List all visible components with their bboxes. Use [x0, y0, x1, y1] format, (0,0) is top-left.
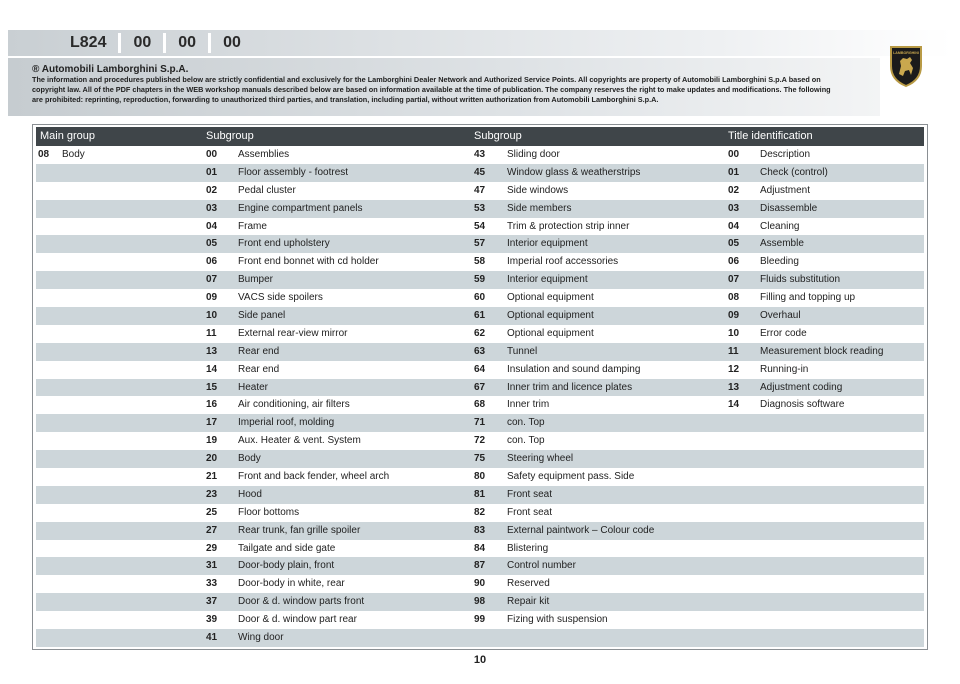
title-code: 00	[728, 149, 740, 160]
title-code: 12	[728, 363, 740, 375]
subgroup-label: Aux. Heater & vent. System	[238, 435, 361, 447]
main-group-code: 08	[38, 149, 50, 160]
subgroup-label: Front end bonnet with cd holder	[238, 256, 379, 268]
subgroup-label: Door & d. window parts front	[238, 596, 365, 608]
code-model: L824	[70, 34, 107, 51]
title-code: 09	[728, 310, 740, 322]
subgroup2-label: Sliding door	[507, 149, 560, 160]
subgroup2-label: Imperial roof accessories	[507, 256, 619, 268]
subgroup-code: 27	[206, 524, 218, 536]
table-row	[36, 361, 924, 379]
page-number: 10	[473, 654, 487, 666]
table-row	[36, 325, 924, 343]
subgroup2-label: con. Top	[507, 435, 545, 447]
subgroup-label: Door & d. window part rear	[238, 614, 357, 626]
subgroup2-code: 68	[474, 399, 486, 411]
table-row	[36, 504, 924, 522]
subgroup-label: Floor assembly - footrest	[238, 166, 349, 178]
subgroup2-code: 83	[474, 524, 486, 536]
subgroup2-label: Side members	[507, 202, 572, 214]
title-label: Disassemble	[760, 202, 818, 214]
subgroup-label: Heater	[238, 381, 269, 393]
table-row	[36, 611, 924, 629]
table-row	[36, 200, 924, 218]
subgroup-label: Engine compartment panels	[238, 202, 363, 214]
code-separator	[163, 33, 166, 53]
table-row	[36, 575, 924, 593]
subgroup2-label: Interior equipment	[507, 274, 588, 286]
subgroup-code: 14	[206, 363, 218, 375]
title-label: Check (control)	[760, 166, 828, 178]
subgroup2-code: 64	[474, 363, 486, 375]
subgroup2-label: Window glass & weatherstrips	[507, 166, 641, 178]
table-row	[36, 289, 924, 307]
title-label: Overhaul	[760, 310, 801, 322]
title-code: 01	[728, 166, 740, 178]
subgroup2-label: Front seat	[507, 488, 553, 500]
subgroup-code: 06	[206, 256, 218, 268]
logo-lettering: LAMBORGHINI	[893, 51, 919, 55]
subgroup-code: 05	[206, 238, 218, 250]
table-header-row	[36, 127, 924, 146]
title-label: Filling and topping up	[760, 292, 856, 304]
table-row	[36, 432, 924, 450]
subgroup-code: 07	[206, 274, 218, 286]
table-row	[36, 396, 924, 414]
table-body	[36, 146, 924, 647]
subgroup2-code: 82	[474, 506, 486, 518]
table-row	[36, 379, 924, 397]
table-row	[36, 468, 924, 486]
subgroup-label: Body	[238, 453, 261, 465]
title-label: Diagnosis software	[760, 399, 845, 411]
subgroup-label: Rear end	[238, 345, 280, 357]
subgroup-label: Door-body in white, rear	[238, 578, 345, 590]
title-label: Error code	[760, 327, 807, 339]
title-code: 02	[728, 184, 740, 196]
table-row	[36, 486, 924, 504]
subgroup2-code: 59	[474, 274, 486, 286]
subgroup-code: 17	[206, 417, 218, 429]
document-codes	[70, 30, 241, 56]
subgroup2-code: 43	[474, 149, 486, 160]
subgroup2-code: 60	[474, 292, 486, 304]
subgroup-code: 20	[206, 453, 218, 465]
subgroup-label: Door-body plain, front	[238, 560, 335, 572]
table-row	[36, 540, 924, 558]
subgroup2-code: 90	[474, 578, 486, 590]
subgroup2-label: Repair kit	[507, 596, 550, 608]
subgroup-code: 00	[206, 149, 218, 160]
subgroup-code: 29	[206, 542, 218, 554]
header-main-group: Main group	[40, 130, 96, 142]
subgroup2-label: Side windows	[507, 184, 569, 196]
subgroup2-label: Reserved	[507, 578, 550, 590]
subgroup-code: 03	[206, 202, 218, 214]
subgroup-label: Tailgate and side gate	[238, 542, 336, 554]
title-code: 13	[728, 381, 740, 393]
title-label: Assemble	[760, 238, 804, 250]
table-row	[36, 253, 924, 271]
subgroup2-label: Steering wheel	[507, 453, 574, 465]
subgroup-label: Rear trunk, fan grille spoiler	[238, 524, 361, 536]
title-code: 05	[728, 238, 740, 250]
subgroup2-label: con. Top	[507, 417, 545, 429]
subgroup2-label: Trim & protection strip inner	[507, 220, 630, 232]
subgroup2-code: 62	[474, 327, 486, 339]
code-subgroup: 00	[178, 34, 197, 51]
title-label: Measurement block reading	[760, 345, 884, 357]
title-code: 08	[728, 292, 740, 304]
subgroup-code: 37	[206, 596, 218, 608]
title-code: 10	[728, 327, 740, 339]
subgroup2-label: External paintwork – Colour code	[507, 524, 655, 536]
subgroup2-label: Optional equipment	[507, 327, 594, 339]
subgroup2-label: Front seat	[507, 506, 553, 518]
subgroup2-code: 67	[474, 381, 486, 393]
code-group: 00	[133, 34, 152, 51]
header-title-identification: Title identification	[728, 130, 813, 142]
table-row	[36, 146, 924, 164]
subgroup2-label: Insulation and sound damping	[507, 363, 641, 375]
disclaimer-text: The information and procedures published below are strictly confidential and exclusively for the Lamborghini Dealer Network and Authorized Service Points. All copyrights are property of Automobili Lamborghini S.p.A based on copyright law. All of the PDF chapters in the WEB workshop manuals described below are based on information available at the time of publication. The company reserves the right to make updates and modifications. The following are prohibited: reprinting, reproduction, forwarding to unauthorized third parties, and translation, including partial, without written authorization from Automobili Lamborghini S.p.A.	[32, 75, 831, 104]
subgroup2-code: 80	[474, 471, 486, 483]
subgroup-code: 13	[206, 345, 218, 357]
title-code: 14	[728, 399, 740, 411]
subgroup2-label: Interior equipment	[507, 238, 588, 250]
subgroup-label: Front end upholstery	[238, 238, 330, 250]
subgroup2-code: 75	[474, 453, 486, 465]
subgroup2-label: Inner trim and licence plates	[507, 381, 633, 393]
subgroup-code: 39	[206, 614, 218, 626]
subgroup-label: Floor bottoms	[238, 506, 300, 518]
subgroup2-code: 57	[474, 238, 486, 250]
subgroup2-label: Tunnel	[507, 345, 538, 357]
code-separator	[118, 33, 121, 53]
subgroup2-label: Optional equipment	[507, 310, 594, 322]
table-row	[36, 522, 924, 540]
subgroup-code: 21	[206, 471, 218, 483]
subgroup-label: External rear-view mirror	[238, 327, 348, 339]
subgroup-code: 09	[206, 292, 218, 304]
subgroup2-label: Safety equipment pass. Side	[507, 471, 635, 483]
subgroup-label: VACS side spoilers	[238, 292, 323, 304]
code-title: 00	[223, 34, 241, 51]
table-row	[36, 343, 924, 361]
subgroup-code: 11	[206, 327, 217, 339]
table-row	[36, 307, 924, 325]
subgroup-label: Front and back fender, wheel arch	[238, 471, 390, 483]
table-row	[36, 450, 924, 468]
subgroup2-code: 87	[474, 560, 486, 572]
subgroup-code: 02	[206, 184, 218, 196]
subgroup-code: 31	[206, 560, 218, 572]
subgroup2-code: 61	[474, 310, 486, 322]
header-subgroup-2: Subgroup	[474, 130, 522, 142]
table-row	[36, 182, 924, 200]
table-row	[36, 414, 924, 432]
subgroup2-code: 54	[474, 220, 486, 232]
subgroup-label: Rear end	[238, 363, 280, 375]
subgroup2-code: 81	[474, 488, 486, 500]
subgroup-label: Hood	[238, 488, 262, 500]
subgroup-code: 10	[206, 310, 218, 322]
subgroup-code: 25	[206, 506, 218, 518]
subgroup-label: Side panel	[238, 310, 286, 322]
subgroup-code: 15	[206, 381, 218, 393]
table-row	[36, 629, 924, 647]
subgroup-code: 33	[206, 578, 218, 590]
subgroup-label: Pedal cluster	[238, 184, 296, 196]
title-label: Adjustment coding	[760, 381, 843, 393]
subgroup2-label: Fizing with suspension	[507, 614, 608, 626]
subgroup2-code: 84	[474, 542, 486, 554]
title-label: Adjustment	[760, 184, 811, 196]
table-row	[36, 271, 924, 289]
table-row	[36, 593, 924, 611]
table-row	[36, 218, 924, 236]
subgroup2-code: 58	[474, 256, 486, 268]
title-code: 11	[728, 345, 739, 357]
table-row	[36, 164, 924, 182]
table-row	[36, 235, 924, 253]
subgroup-code: 01	[206, 166, 218, 178]
subgroup-label: Imperial roof, molding	[238, 417, 335, 429]
subgroup2-code: 53	[474, 202, 486, 214]
subgroup-code: 04	[206, 220, 218, 232]
subgroup-code: 16	[206, 399, 218, 411]
subgroup2-code: 71	[474, 417, 486, 429]
subgroup2-label: Control number	[507, 560, 576, 572]
subgroup2-code: 99	[474, 614, 486, 626]
subgroup2-code: 45	[474, 166, 486, 178]
subgroup-label: Wing door	[238, 632, 284, 644]
subgroup-code: 19	[206, 435, 218, 447]
title-label: Description	[760, 149, 811, 160]
subgroup2-code: 98	[474, 596, 486, 608]
main-group-label: Body	[62, 149, 85, 160]
subgroup2-label: Inner trim	[507, 399, 550, 411]
title-code: 04	[728, 220, 740, 232]
subgroup2-code: 63	[474, 345, 486, 357]
title-label: Bleeding	[760, 256, 799, 268]
title-code: 06	[728, 256, 740, 268]
header-subgroup-1: Subgroup	[206, 130, 254, 142]
title-label: Running-in	[760, 363, 809, 375]
subgroup2-label: Blistering	[507, 542, 549, 554]
subgroup-label: Assemblies	[238, 149, 290, 160]
subgroup2-code: 72	[474, 435, 486, 447]
subgroup2-code: 47	[474, 184, 486, 196]
title-code: 03	[728, 202, 740, 214]
subgroup-code: 23	[206, 488, 218, 500]
title-label: Fluids substitution	[760, 274, 841, 286]
subgroup-label: Air conditioning, air filters	[238, 399, 350, 411]
code-separator	[208, 33, 211, 53]
title-code: 07	[728, 274, 740, 286]
subgroup-code: 41	[206, 632, 218, 644]
subgroup-label: Frame	[238, 220, 267, 232]
table-row	[36, 557, 924, 575]
subgroup2-label: Optional equipment	[507, 292, 594, 304]
lamborghini-logo	[888, 44, 924, 88]
subgroup-label: Bumper	[238, 274, 274, 286]
company-name: ® Automobili Lamborghini S.p.A.	[32, 64, 189, 75]
title-label: Cleaning	[760, 220, 800, 232]
